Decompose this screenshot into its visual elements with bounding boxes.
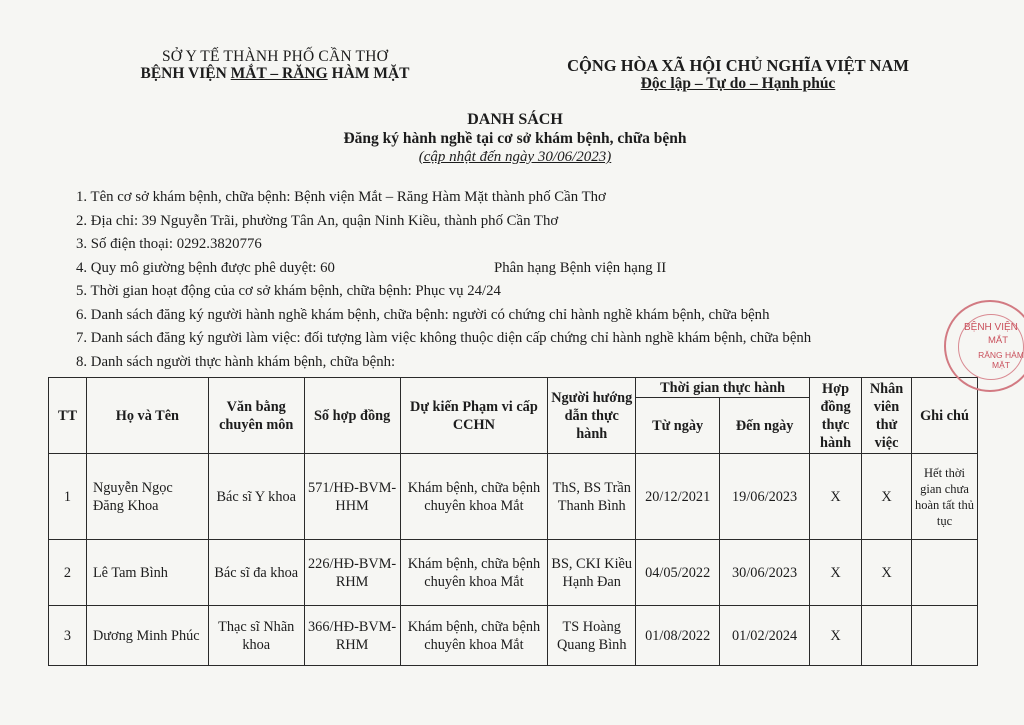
- department-name: SỞ Y TẾ THÀNH PHỐ CẦN THƠ: [161, 48, 389, 65]
- title-updated: (cập nhật đến ngày 30/06/2023): [418, 149, 612, 165]
- cell-scope: Khám bệnh, chữa bệnh chuyên khoa Mắt: [400, 454, 548, 540]
- nation-name: CỘNG HÒA XÃ HỘI CHỦ NGHĨA VIỆT NAM: [567, 56, 909, 75]
- header-to: Đến ngày: [720, 398, 810, 454]
- cell-contract: 366/HĐ-BVM-RHM: [304, 606, 400, 666]
- hospital-name-suffix: HÀM MẶT: [327, 65, 410, 82]
- cell-trial-staff: X: [862, 540, 912, 606]
- cell-trial-staff: [862, 606, 912, 666]
- header-contract-practice: Hợp đồng thực hành: [810, 378, 862, 454]
- hospital-name: [110, 65, 440, 82]
- table-row: [49, 454, 978, 540]
- header-from: Từ ngày: [636, 398, 720, 454]
- cell-from: 20/12/2021: [636, 454, 720, 540]
- national-header: [548, 57, 928, 93]
- header-scope: Dự kiến Phạm vi cấp CCHN: [400, 378, 548, 454]
- cell-scope: Khám bệnh, chữa bệnh chuyên khoa Mắt: [400, 540, 548, 606]
- cell-from: 04/05/2022: [636, 540, 720, 606]
- info-item: 3. Số điện thoại: 0292.3820776: [76, 236, 262, 252]
- national-motto: Độc lập – Tự do – Hạnh phúc: [640, 75, 836, 92]
- header-trial-staff: Nhân viên thử việc: [862, 378, 912, 454]
- cell-mentor: ThS, BS Trần Thanh Bình: [548, 454, 636, 540]
- cell-note: Hết thời gian chưa hoàn tất thủ tục: [912, 454, 978, 540]
- hospital-name-underlined: MẮT – RĂNG: [230, 65, 328, 82]
- cell-contract: 226/HĐ-BVM-RHM: [304, 540, 400, 606]
- cell-to: 01/02/2024: [720, 606, 810, 666]
- seal-text-hospital: BỆNH VIỆN: [964, 322, 1018, 333]
- cell-contract: 571/HĐ-BVM-HHM: [304, 454, 400, 540]
- title-main: DANH SÁCH: [467, 111, 563, 128]
- cell-contract-practice: X: [810, 540, 862, 606]
- info-list: [76, 186, 896, 374]
- info-item: 8. Danh sách người thực hành khám bệnh, chữa bệnh:: [76, 353, 396, 370]
- cell-degree: Thạc sĩ Nhãn khoa: [208, 606, 304, 666]
- info-item: 2. Địa chỉ: 39 Nguyễn Trãi, phường Tân An, quận Ninh Kiều, thành phố Cần Thơ: [76, 212, 559, 229]
- header-tt: TT: [49, 378, 87, 454]
- info-item: 7. Danh sách đăng ký người làm việc: đối tượng làm việc không thuộc diện cấp chứng chỉ hành nghề khám bệnh, chữa bệnh: [76, 330, 812, 346]
- cell-note: [912, 606, 978, 666]
- info-item: 1. Tên cơ sở khám bệnh, chữa bệnh: Bệnh viện Mắt – Răng Hàm Mặt thành phố Cần Thơ: [76, 189, 606, 205]
- hospital-rank: Phân hạng Bệnh viện hạng II: [494, 259, 667, 276]
- info-item-text: 4. Quy mô giường bệnh được phê duyệt: 60: [76, 259, 335, 276]
- cell-contract-practice: X: [810, 454, 862, 540]
- seal-text-eye: MẮT: [988, 335, 1009, 346]
- info-item-4: [76, 257, 896, 281]
- cell-tt: 1: [49, 454, 87, 540]
- cell-mentor: BS, CKI Kiều Hạnh Đan: [548, 540, 636, 606]
- cell-note: [912, 540, 978, 606]
- info-item: 6. Danh sách đăng ký người hành nghề khám bệnh, chữa bệnh: người có chứng chỉ hành nghề khám bệnh, chữa bệnh: [76, 306, 770, 323]
- cell-trial-staff: X: [862, 454, 912, 540]
- seal-text-dental: RĂNG HÀM MẶT: [978, 350, 1024, 370]
- hospital-name-prefix: BỆNH VIỆN: [140, 65, 231, 82]
- document-title: [300, 110, 730, 166]
- cell-degree: Bác sĩ đa khoa: [208, 540, 304, 606]
- practitioner-table: [48, 377, 978, 666]
- cell-tt: 3: [49, 606, 87, 666]
- cell-mentor: TS Hoàng Quang Bình: [548, 606, 636, 666]
- cell-contract-practice: X: [810, 606, 862, 666]
- header-name: Họ và Tên: [86, 378, 208, 454]
- agency-header: [110, 48, 440, 82]
- title-sub: Đăng ký hành nghề tại cơ sở khám bệnh, chữa bệnh: [343, 130, 687, 147]
- header-contract: Số hợp đồng: [304, 378, 400, 454]
- info-item: 5. Thời gian hoạt động của cơ sở khám bệnh, chữa bệnh: Phục vụ 24/24: [76, 283, 501, 299]
- cell-to: 30/06/2023: [720, 540, 810, 606]
- cell-from: 01/08/2022: [636, 606, 720, 666]
- header-degree: Văn bằng chuyên môn: [208, 378, 304, 454]
- table-row: [49, 606, 978, 666]
- cell-name: Lê Tam Bình: [86, 540, 208, 606]
- cell-scope: Khám bệnh, chữa bệnh chuyên khoa Mắt: [400, 606, 548, 666]
- header-mentor: Người hướng dẫn thực hành: [548, 378, 636, 454]
- cell-name: Dương Minh Phúc: [86, 606, 208, 666]
- header-period: Thời gian thực hành: [636, 378, 810, 398]
- cell-degree: Bác sĩ Y khoa: [208, 454, 304, 540]
- header-note: Ghi chú: [912, 378, 978, 454]
- cell-to: 19/06/2023: [720, 454, 810, 540]
- table-row: [49, 540, 978, 606]
- cell-name: Nguyễn Ngọc Đăng Khoa: [86, 454, 208, 540]
- cell-tt: 2: [49, 540, 87, 606]
